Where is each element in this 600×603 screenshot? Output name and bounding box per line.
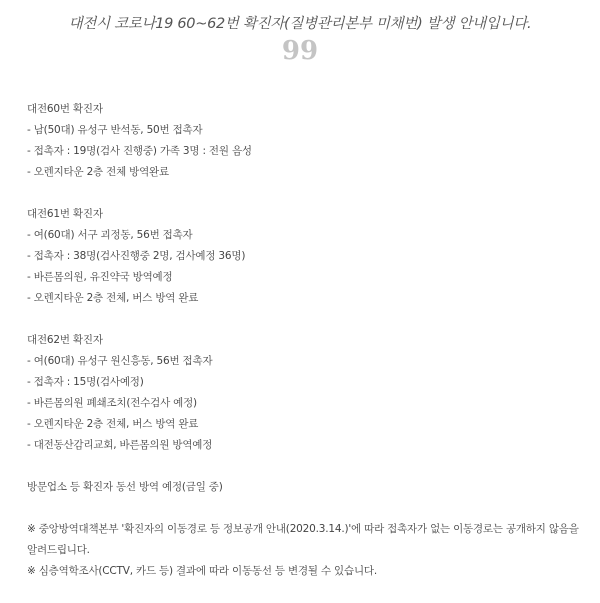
- case-61-line: - 오렌지타운 2층 전체, 버스 방역 완료: [27, 292, 199, 304]
- case-62-line: - 오렌지타운 2층 전체, 버스 방역 완료: [27, 418, 199, 430]
- notes-section: [27, 519, 587, 582]
- case-61-line: - 바른몸의원, 유진약국 방역예정: [27, 271, 173, 283]
- case-61-heading: 대전61번 확진자: [27, 208, 103, 220]
- notice-body: [27, 99, 587, 603]
- case-62-line: - 접촉자 : 15명(검사예정): [27, 376, 144, 388]
- note-line: ※ 중앙방역대책본부 '확진자의 이동경로 등 정보공개 안내(2020.3.14.)'에 따라 접촉자가 없는 이동경로는 공개하지 않음을 알려드립니다.: [27, 523, 579, 556]
- case-62-section: [27, 330, 587, 456]
- case-62-line: - 대전동산감리교회, 바른몸의원 방역예정: [27, 439, 213, 451]
- case-60-line: - 접촉자 : 19명(검사 진행중) 가족 3명 : 전원 음성: [27, 145, 252, 157]
- visit-notice: 방문업소 등 확진자 동선 방역 예정(금일 중): [27, 481, 223, 493]
- case-62-heading: 대전62번 확진자: [27, 334, 103, 346]
- visit-notice-section: [27, 477, 587, 498]
- case-60-heading: 대전60번 확진자: [27, 103, 103, 115]
- case-62-line: - 여(60대) 유성구 원신흥동, 56번 접촉자: [27, 355, 213, 367]
- note-line: ※ 심층역학조사(CCTV, 카드 등) 결과에 따라 이동동선 등 변경될 수 있습니다.: [27, 565, 377, 577]
- case-61-section: [27, 204, 587, 309]
- case-60-line: - 남(50대) 유성구 반석동, 50번 접촉자: [27, 124, 203, 136]
- case-61-line: - 접촉자 : 38명(검사진행중 2명, 검사예정 36명): [27, 250, 246, 262]
- case-62-line: - 바른몸의원 폐쇄조치(전수검사 예정): [27, 397, 197, 409]
- case-60-section: [27, 99, 587, 183]
- quote-icon: 99: [281, 36, 319, 66]
- case-60-line: - 오렌지타운 2층 전체 방역완료: [27, 166, 169, 178]
- case-61-line: - 여(60대) 서구 괴정동, 56번 접촉자: [27, 229, 193, 241]
- notice-title: 대전시 코로나19 60~62번 확진자(질병관리본부 미채번) 발생 안내입니다.: [68, 16, 532, 32]
